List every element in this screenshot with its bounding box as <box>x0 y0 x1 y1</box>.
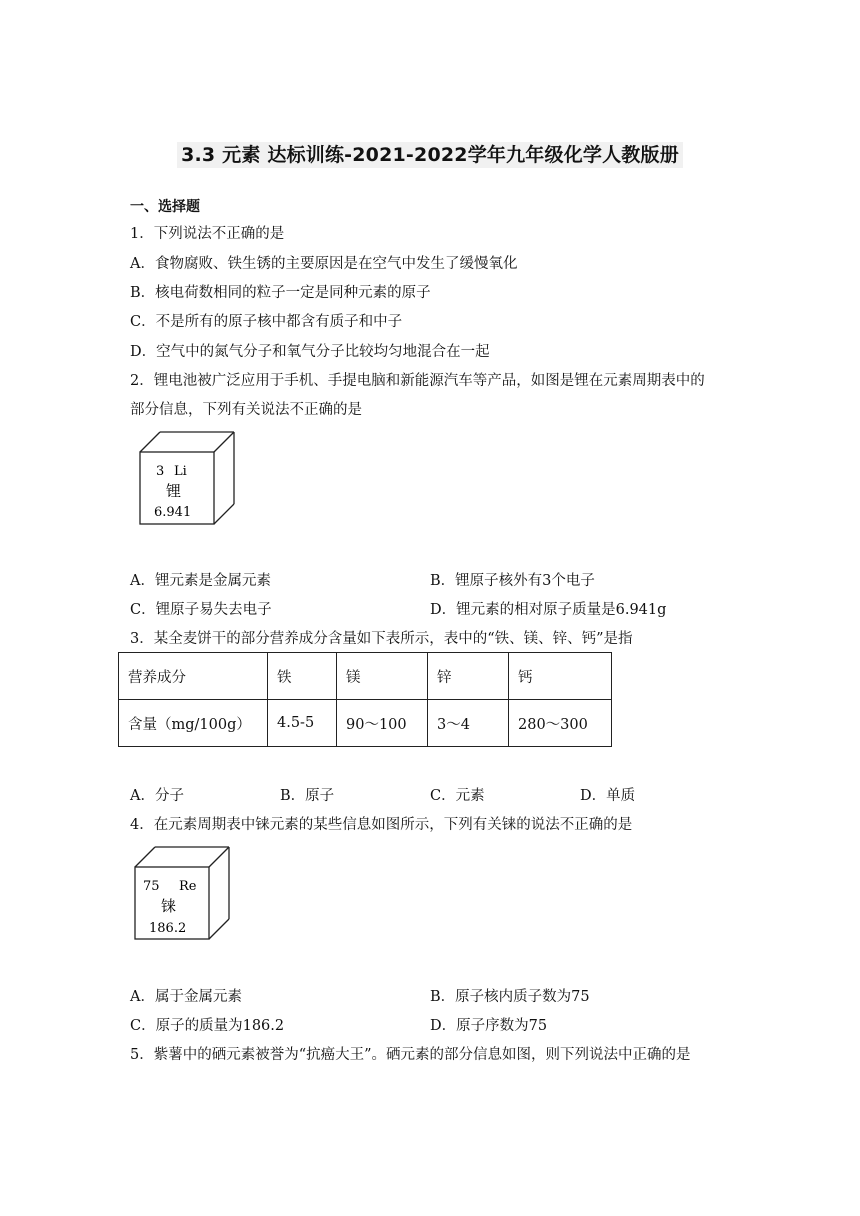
table-header-cell: 铁 <box>268 653 337 700</box>
table-cell: 90～100 <box>337 700 428 747</box>
table-cell: 4.5-5 <box>268 700 337 747</box>
question-1-option-b: B．核电荷数相同的粒子一定是同种元素的原子 <box>130 285 431 301</box>
question-3-stem: 3．某全麦饼干的部分营养成分含量如下表所示，表中的“铁、镁、锌、钙”是指 <box>130 631 633 647</box>
rhenium-symbol: Re <box>179 879 197 894</box>
document-title-text: 3.3 元素 达标训练-2021-2022学年九年级化学人教版册 <box>177 142 683 168</box>
question-4-option-a: A．属于金属元素 <box>130 989 242 1005</box>
question-3-option-d: D．单质 <box>580 788 636 804</box>
lithium-symbol: Li <box>174 464 187 479</box>
question-2-option-a: A．锂元素是金属元素 <box>130 573 271 589</box>
question-2-option-c: C．锂原子易失去电子 <box>130 602 272 618</box>
rhenium-atomic-number: 75 <box>143 879 160 894</box>
table-row <box>119 653 612 700</box>
lithium-atomic-mass: 6.941 <box>154 505 192 520</box>
question-4-option-d: D．原子序数为75 <box>430 1018 548 1034</box>
document-title <box>0 140 860 167</box>
question-2-stem-line-2: 部分信息，下列有关说法不正确的是 <box>130 402 362 418</box>
nutrition-table <box>118 652 612 747</box>
table-header-cell: 锌 <box>428 653 509 700</box>
question-4-option-b: B．原子核内质子数为75 <box>430 989 590 1005</box>
lithium-atomic-number: 3 <box>156 464 165 479</box>
table-cell: 3～4 <box>428 700 509 747</box>
question-1-stem: 1．下列说法不正确的是 <box>130 226 285 242</box>
question-4-stem: 4．在元素周期表中铼元素的某些信息如图所示，下列有关铼的说法不正确的是 <box>130 817 633 833</box>
table-cell: 280～300 <box>509 700 612 747</box>
table-header-cell: 钙 <box>509 653 612 700</box>
table-header-cell: 镁 <box>337 653 428 700</box>
question-3-option-c: C．元素 <box>430 788 485 804</box>
rhenium-name: 铼 <box>161 897 177 915</box>
question-5-stem: 5．紫薯中的硒元素被誉为“抗癌大王”。硒元素的部分信息如图，则下列说法中正确的是 <box>130 1047 691 1063</box>
question-2-stem-line-1: 2．锂电池被广泛应用于手机、手提电脑和新能源汽车等产品，如图是锂在元素周期表中的 <box>130 373 705 389</box>
question-3-option-b: B．原子 <box>280 788 335 804</box>
section-heading: 一、选择题 <box>130 199 200 215</box>
question-2-option-d: D．锂元素的相对原子质量是6.941g <box>430 602 667 618</box>
question-4-option-c: C．原子的质量为186.2 <box>130 1018 285 1034</box>
rhenium-element-box <box>133 845 233 941</box>
table-header-cell: 营养成分 <box>119 653 268 700</box>
table-row <box>119 700 612 747</box>
rhenium-atomic-mass: 186.2 <box>149 921 187 936</box>
lithium-element-box <box>138 430 238 526</box>
question-2-option-b: B．锂原子核外有3个电子 <box>430 573 595 589</box>
question-1-option-a: A．食物腐败、铁生锈的主要原因是在空气中发生了缓慢氧化 <box>130 256 518 272</box>
question-1-option-c: C．不是所有的原子核中都含有质子和中子 <box>130 314 403 330</box>
question-3-option-a: A．分子 <box>130 788 184 804</box>
lithium-name: 锂 <box>166 482 182 500</box>
table-cell: 含量（mg/100g） <box>119 700 268 747</box>
question-1-option-d: D．空气中的氮气分子和氧气分子比较均匀地混合在一起 <box>130 344 490 360</box>
